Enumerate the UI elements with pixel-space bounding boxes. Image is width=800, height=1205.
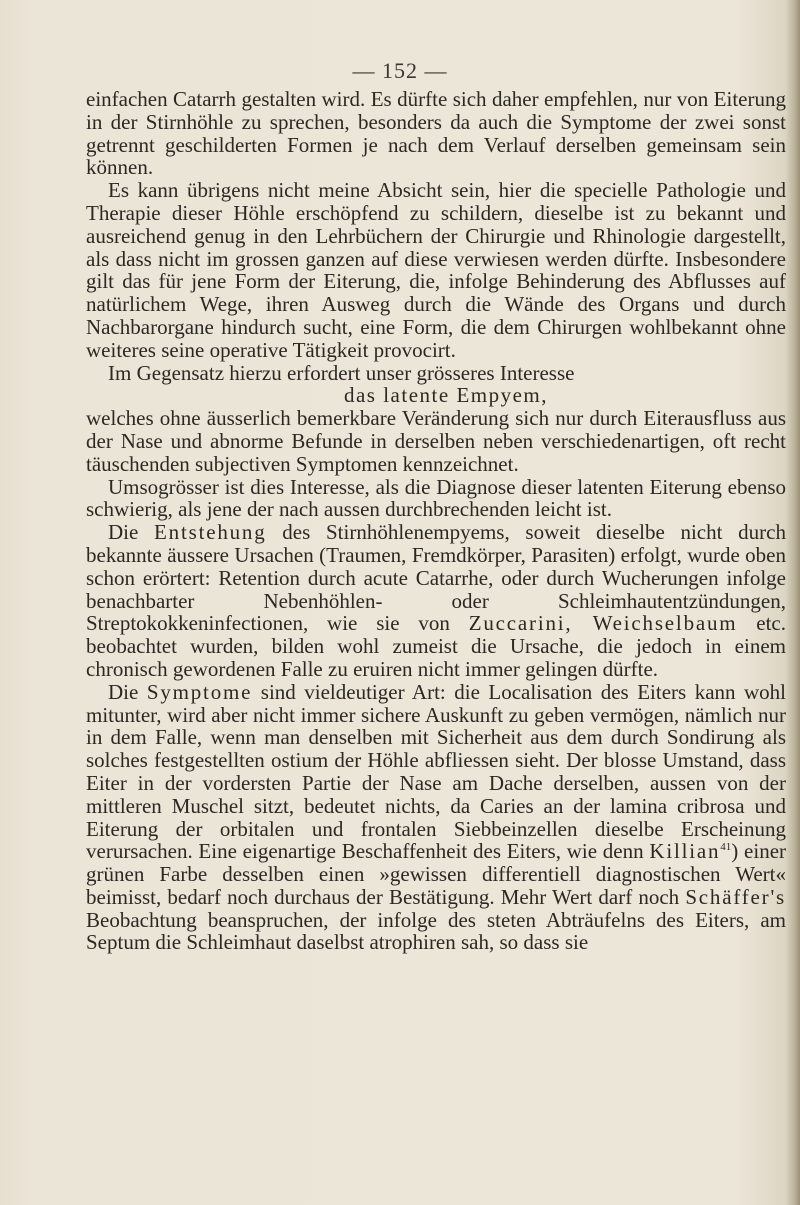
page-edge-shadow [786, 0, 800, 1205]
body-text [86, 88, 786, 954]
p8-part-e: ) einer grünen Farbe desselben einen »gewissen differentiell diagnostischen Wert« beimisst, bedarf noch durchaus der Bestätigung. Mehr Wert darf noch [86, 839, 787, 909]
p8-part-a: Die [108, 679, 139, 704]
emphasis-schaeffer: Schäffer's [685, 884, 787, 909]
p8-part-g: Beobachtung beanspruchen, der infolge des steten Abträufelns des Eiters, am Septum die Schleimhaut daselbst atrophiren sah, so dass sie [86, 907, 786, 955]
emphasis-killian: Killian [649, 839, 721, 864]
section-heading: das latente Empyem, [343, 383, 549, 408]
paragraph-5: welches ohne äusserlich bemerkbare Veränderung sich nur durch Eiterausfluss aus der Nase und abnorme Befunde in derselben neben verschiedenartigen, oft recht täuschenden subjectiven Symptomen kennzeichnet. [86, 406, 786, 476]
footnote-ref: 41 [720, 841, 732, 854]
p7-part-e: etc. beobachtet wurden, bilden wohl zumeist die Ursache, die jedoch in einem chronisch gewordenen Falle zu eruiren nicht immer gelingen dürfte. [86, 611, 787, 681]
emphasis-entstehung: Entstehung [154, 520, 267, 545]
paragraph-8 [86, 681, 786, 955]
page-number: — 152 — [352, 58, 448, 83]
p8-part-c: sind vieldeutiger Art: die Localisation des Eiters kann wohl mitunter, wird aber nicht immer sichere Auskunft zu geben vermögen, nämlich nur in dem Falle, wenn man denselben mit Sicherheit aus dem durch Sondirung als solches festgestellten ostium der Höhle abfliessen sieht. Der blosse Umstand, dass Eiter in der vordersten Partie der Nase am Dache derselben, aussen von der mittleren Muschel sitzt, bedeutet nichts, da Caries an der lamina cribrosa und Eiterung der orbitalen und frontalen Siebbeinzellen dieselbe Erscheinung verursachen. Eine eigenartige Beschaffenheit des Eiters, wie denn [86, 679, 787, 864]
paragraph-6: Umsogrösser ist dies Interesse, als die Diagnose dieser latenten Eiterung ebenso schwierig, als jene der nach aussen durchbrechenden leicht ist. [86, 474, 786, 522]
paragraph-1: einfachen Catarrh gestalten wird. Es dürfte sich daher empfehlen, nur von Eiterung in der Stirnhöhle zu sprechen, besonders da auch die Symptome der zwei sonst getrennt geschilderten Formen je nach dem Verlauf derselben gemeinsam sein können. [86, 87, 786, 180]
emphasis-authors: Zuccarini, Weichselbaum [468, 611, 738, 636]
emphasis-symptome: Symptome [146, 679, 253, 704]
paragraph-7 [86, 521, 786, 681]
paragraph-3: Im Gegensatz hierzu erfordert unser grösseres Interesse [108, 360, 575, 385]
p7-part-c: des Stirnhöhlenempyems, soweit dieselbe nicht durch bekannte äussere Ursachen (Traumen, Fremdkörper, Parasiten) erfolgt, wurde oben schon erörtert: Retention durch acute Catarrhe, oder durch Wucherungen infolge benachbarter Nebenhöhlen- oder Schleimhautentzündungen, Streptokokkeninfectionen, wie sie von [86, 520, 786, 636]
paragraph-2: Es kann übrigens nicht meine Absicht sein, hier die specielle Pathologie und Therapie dieser Höhle erschöpfend zu schildern, dieselbe ist zu bekannt und ausreichend genug in den Lehrbüchern der Chirurgie und Rhinologie dargestellt, als dass nicht im grossen ganzen auf diese verwiesen werden dürfte. Insbesondere gilt das für jene Form der Eiterung, die, infolge Behinderung des Abflusses auf natürlichem Wege, ihren Ausweg durch die Wände des Organs und durch Nachbarorgane hindurch sucht, eine Form, die dem Chirurgen wohlbekannt ohne weiteres seine operative Tätigkeit provocirt. [86, 178, 786, 362]
p7-part-a: Die [108, 520, 139, 545]
